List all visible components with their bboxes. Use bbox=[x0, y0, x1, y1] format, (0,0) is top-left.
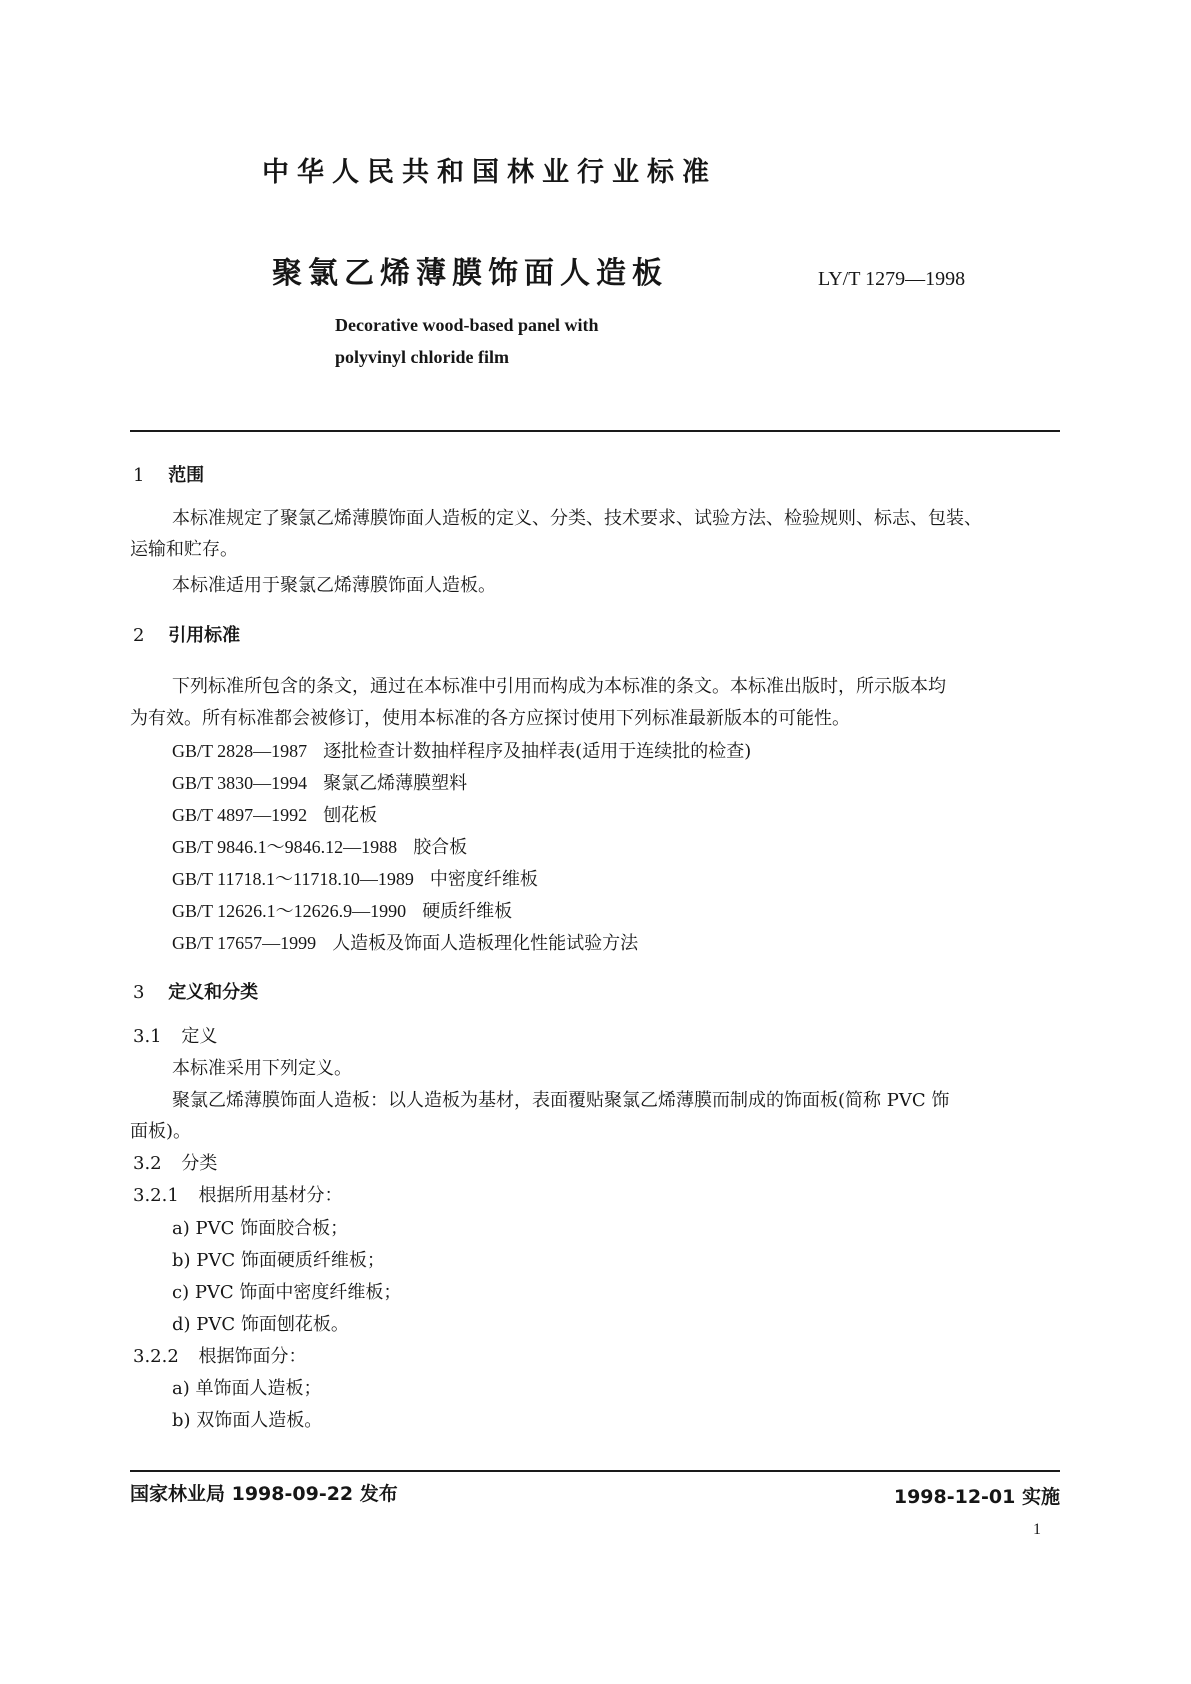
reference-code: GB/T 11718.1～11718.10—1989 bbox=[172, 869, 414, 889]
section-2-para-line-1: 下列标准所包含的条文，通过在本标准中引用而构成为本标准的条文。本标准出版时，所示版本均 bbox=[172, 676, 946, 697]
english-title-line-2: polyvinyl chloride film bbox=[335, 347, 510, 367]
reference-item bbox=[172, 865, 538, 891]
subsection-3-2-number: 3.2 bbox=[133, 1153, 162, 1174]
reference-name: 逐批检查计数抽样程序及抽样表(适用于连续批的检查) bbox=[323, 741, 752, 762]
subsection-3-2-1-number: 3.2.1 bbox=[133, 1185, 179, 1206]
implementation-date: 1998-12-01 实施 bbox=[893, 1486, 1060, 1508]
subsection-3-2-2-title: 根据饰面分： bbox=[198, 1346, 307, 1367]
subsection-3-1-para-2-line-1: 聚氯乙烯薄膜饰面人造板：以人造板为基材，表面覆贴聚氯乙烯薄膜而制成的饰面板(简称 PVC 饰 bbox=[172, 1090, 950, 1111]
reference-name: 中密度纤维板 bbox=[429, 869, 538, 890]
subsection-3-1-para-2-line-2: 面板)。 bbox=[130, 1121, 192, 1142]
standard-code: LY/T 1279—1998 bbox=[818, 268, 966, 290]
section-3-heading bbox=[133, 978, 258, 1004]
issued-date: 国家林业局 1998-09-22 发布 bbox=[130, 1483, 398, 1505]
list-item: b) PVC 饰面硬质纤维板； bbox=[172, 1250, 385, 1271]
reference-code: GB/T 17657—1999 bbox=[172, 933, 317, 953]
publishing-standard: 中华人民共和国林业行业标准 bbox=[262, 157, 717, 188]
section-3-title: 定义和分类 bbox=[168, 982, 259, 1003]
section-2-heading bbox=[133, 621, 240, 647]
section-2-para-line-2: 为有效。所有标准都会被修订，使用本标准的各方应探讨使用下列标准最新版本的可能性。 bbox=[130, 708, 850, 729]
subsection-3-2-1-title: 根据所用基材分： bbox=[198, 1185, 343, 1206]
reference-name: 聚氯乙烯薄膜塑料 bbox=[323, 773, 468, 794]
list-item: a) PVC 饰面胶合板； bbox=[172, 1218, 349, 1239]
reference-name: 胶合板 bbox=[413, 837, 468, 858]
header-divider bbox=[130, 430, 1060, 432]
list-item: c) PVC 饰面中密度纤维板； bbox=[172, 1282, 402, 1303]
footer-divider bbox=[130, 1470, 1060, 1472]
reference-code: GB/T 12626.1～12626.9—1990 bbox=[172, 901, 407, 921]
reference-code: GB/T 4897—1992 bbox=[172, 805, 308, 825]
reference-item bbox=[172, 737, 751, 763]
list-item: d) PVC 饰面刨花板。 bbox=[172, 1314, 349, 1335]
page-title: 聚氯乙烯薄膜饰面人造板 bbox=[272, 256, 668, 291]
section-1-para-1-line-2: 运输和贮存。 bbox=[130, 539, 238, 560]
list-item: b) 双饰面人造板。 bbox=[172, 1410, 323, 1431]
reference-item bbox=[172, 897, 512, 923]
subsection-3-2-2-heading bbox=[133, 1342, 307, 1368]
list-item: a) 单饰面人造板； bbox=[172, 1378, 322, 1399]
reference-code: GB/T 3830—1994 bbox=[172, 773, 308, 793]
section-1-title: 范围 bbox=[168, 465, 205, 486]
reference-code: GB/T 2828—1987 bbox=[172, 741, 308, 761]
reference-item bbox=[172, 929, 638, 955]
subsection-3-1-title: 定义 bbox=[181, 1026, 218, 1047]
english-title-line-1: Decorative wood-based panel with bbox=[335, 315, 599, 335]
section-1-para-2: 本标准适用于聚氯乙烯薄膜饰面人造板。 bbox=[172, 575, 496, 596]
reference-item bbox=[172, 833, 467, 859]
reference-name: 刨花板 bbox=[323, 805, 378, 826]
subsection-3-2-title: 分类 bbox=[181, 1153, 218, 1174]
subsection-3-2-2-number: 3.2.2 bbox=[133, 1346, 179, 1367]
section-1-heading bbox=[133, 461, 204, 487]
section-3-number: 3 bbox=[133, 982, 145, 1003]
reference-item bbox=[172, 801, 377, 827]
subsection-3-1-heading bbox=[133, 1022, 217, 1048]
reference-name: 人造板及饰面人造板理化性能试验方法 bbox=[332, 933, 639, 954]
subsection-3-1-number: 3.1 bbox=[133, 1026, 162, 1047]
subsection-3-2-heading bbox=[133, 1149, 217, 1175]
section-2-title: 引用标准 bbox=[168, 625, 241, 646]
reference-name: 硬质纤维板 bbox=[422, 901, 513, 922]
section-1-number: 1 bbox=[133, 465, 145, 486]
subsection-3-1-para-1: 本标准采用下列定义。 bbox=[172, 1058, 352, 1079]
reference-code: GB/T 9846.1～9846.12—1988 bbox=[172, 837, 398, 857]
section-1-para-1-line-1: 本标准规定了聚氯乙烯薄膜饰面人造板的定义、分类、技术要求、试验方法、检验规则、标志、包装、 bbox=[172, 508, 982, 529]
subsection-3-2-1-heading bbox=[133, 1181, 343, 1207]
section-2-number: 2 bbox=[133, 625, 145, 646]
page-number: 1 bbox=[1033, 1521, 1041, 1538]
reference-item bbox=[172, 769, 467, 795]
